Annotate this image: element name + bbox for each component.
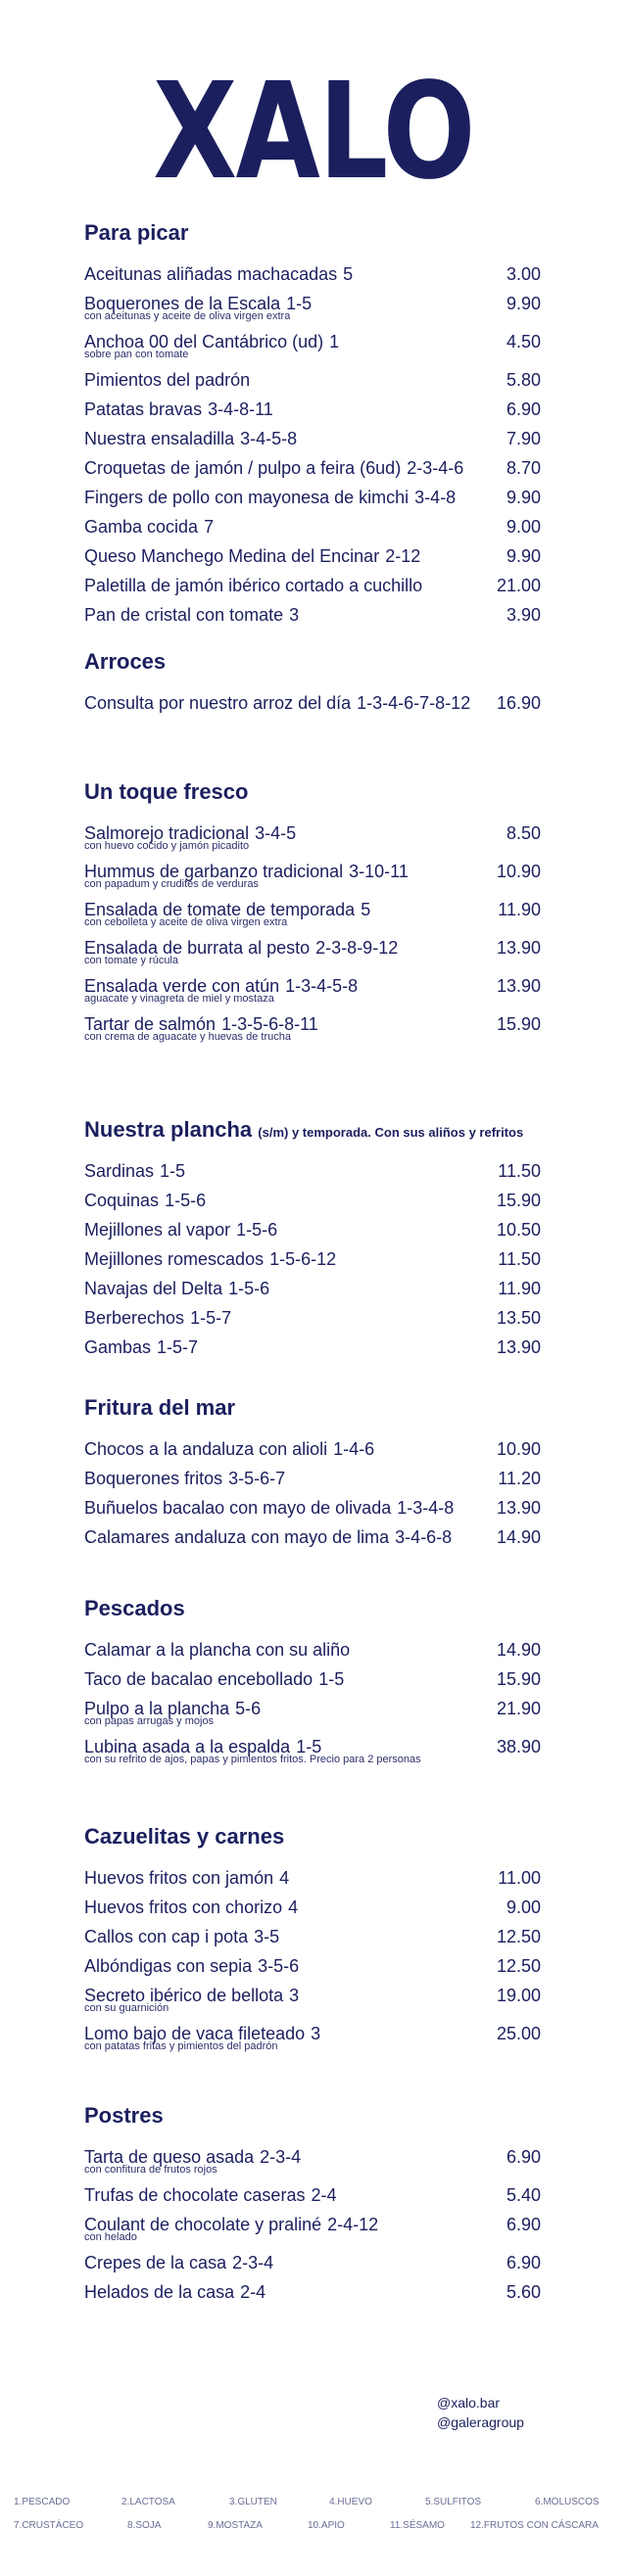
menu-item [84,2280,541,2310]
menu-item-name-line [84,1954,476,1978]
menu-item-name: Pan de cristal con tomate [84,605,284,625]
menu-item-allergens: 2-3-4 [260,2147,302,2167]
menu-item-allergens: 5 [361,900,371,919]
menu-item-name-line [84,1496,476,1520]
menu-item-allergens: 5-6 [235,1699,262,1718]
menu-item-name: Gamba cocida [84,517,199,537]
menu-item-price: 13.50 [496,1308,541,1328]
menu-item-price: 15.90 [496,1191,541,1210]
menu-item-name-line [84,1247,476,1271]
menu-item-price: 13.90 [496,1337,541,1357]
menu-item-name-line [84,574,476,597]
menu-item [84,427,541,456]
menu-item-name-line [84,515,476,539]
menu-item-price: 8.70 [506,458,541,478]
menu-item-price: 13.90 [496,938,541,958]
menu-item [84,1467,541,1496]
section-title-text: Cazuelitas y carnes [84,1824,285,1849]
menu-item-name-line [84,2251,476,2274]
social-handles [437,2393,584,2432]
menu-item-price: 11.50 [498,1249,541,1269]
menu-item-price: 16.90 [496,693,541,713]
menu-item-price: 6.90 [506,2215,541,2234]
menu-item [84,691,541,721]
menu-item-description: con huevo cocido y jamón picadito [84,840,250,852]
menu-item-name: Boquerones de la Escala [84,294,281,313]
menu-item-price: 14.90 [496,1640,541,1660]
menu-item-allergens: 1-3-4-8 [397,1498,455,1518]
menu-item-allergens: 7 [204,517,215,537]
menu-item [84,1012,541,1042]
menu-item [84,2213,541,2242]
menu-item [84,2183,541,2213]
menu-item-allergens: 2-4 [240,2282,266,2302]
menu-item-name: Buñuelos bacalao con mayo de olivada [84,1498,392,1518]
menu-item [84,1984,541,2013]
menu-item [84,1638,541,1667]
legend-item: 3.GLUTEN [229,2497,277,2507]
menu-item-name: Taco de bacalao encebollado [84,1669,314,1689]
menu-item-price: 38.90 [496,1737,541,1756]
menu-item [84,544,541,574]
menu-item-allergens: 1-3-5-6-8-11 [221,1014,318,1034]
menu-item [84,398,541,427]
menu-item-name: Gambas [84,1337,152,1357]
menu-item-name: Chocos a la andaluza con alioli [84,1439,328,1459]
menu-item-name: Callos con cap i pota [84,1927,249,1946]
menu-item-allergens: 2-4 [311,2185,337,2205]
menu-item-price: 14.90 [496,1527,541,1547]
menu-item-name: Trufas de chocolate caseras [84,2185,306,2205]
menu-item-allergens: 1-5-6 [236,1220,278,1240]
menu-item-name-line [84,1866,476,1890]
menu-item-name-line [84,1218,476,1241]
legend-item: 5.SULFITOS [425,2497,482,2507]
menu-item-name: Huevos fritos con jamón [84,1868,274,1888]
menu-item-price: 13.90 [496,1498,541,1518]
menu-item-allergens: 1-5-6-12 [269,1249,337,1269]
section-subtitle: (s/m) y temporada. Con sus aliños y refritos [258,1125,524,1140]
menu-item [84,2251,541,2280]
menu-item-name: Berberechos [84,1308,185,1328]
menu-item-allergens: 3-5-6 [258,1956,300,1976]
menu-item-description: con su refrito de ajos, papas y pimientos fritos. Precio para 2 personas [84,1754,421,1765]
section-title [84,1821,568,1852]
menu-item [84,936,541,965]
menu-item-name-line [84,1189,476,1212]
allergen-legend [14,2491,613,2550]
menu-item-name-line [84,1667,476,1691]
menu-item-description: con su guarnición [84,2002,169,2014]
menu-item [84,262,541,292]
menu-item-name-line [84,691,476,715]
menu-item-price: 9.00 [506,1897,541,1917]
section-title-text: Pescados [84,1596,185,1620]
menu-item [84,1335,541,1365]
menu-item-name-line [84,2183,476,2207]
section-title [84,1392,568,1424]
menu-item-price: 9.90 [506,546,541,566]
menu-item-name-line [84,2213,476,2236]
menu-item-name-line [84,1159,476,1183]
menu-item-price: 7.90 [506,429,541,448]
menu-item-name: Mejillones al vapor [84,1220,231,1240]
section-title [84,776,568,808]
menu-item-name: Secreto ibérico de bellota [84,1986,284,2005]
menu-item-allergens: 2-3-8-9-12 [315,938,399,958]
menu-item-name: Mejillones romescados [84,1249,265,1269]
menu-item-description: con patatas fritas y pimientos del padrón [84,2040,278,2052]
menu-item-allergens: 1-5-6 [228,1279,270,1298]
menu-item-allergens: 1-5 [296,1737,322,1756]
menu-item-price: 11.20 [498,1469,541,1488]
menu-item-price: 11.00 [498,1868,541,1888]
menu-item-allergens: 1-5-7 [157,1337,199,1357]
menu-item-name-line [84,1638,476,1662]
menu-item-price: 12.50 [496,1927,541,1946]
menu-item [84,515,541,544]
menu-item-price: 11.50 [498,1161,541,1181]
legend-item: 10.APIO [308,2520,345,2531]
section-title-text: Un toque fresco [84,779,249,804]
menu-item-price: 19.00 [496,1986,541,2005]
menu-item-name: Fingers de pollo con mayonesa de kimchi [84,488,410,507]
menu-item-name: Boquerones fritos [84,1469,223,1488]
legend-item: 4.HUEVO [329,2497,372,2507]
menu-item-name: Nuestra ensaladilla [84,429,235,448]
menu-item [84,1866,541,1896]
menu-item-name-line [84,1277,476,1300]
menu-item [84,1735,541,1764]
menu-item-name-line [84,1896,476,1919]
menu-item-description: con confitura de frutos rojos [84,2164,217,2176]
menu-item-allergens: 3-4-5 [255,823,297,843]
menu-item-allergens: 2-3-4 [232,2253,274,2272]
menu-item-name: Calamares andaluza con mayo de lima [84,1527,390,1547]
menu-item-name-line [84,262,476,286]
menu-item-allergens: 1-5 [318,1669,345,1689]
section-title-text: Nuestra plancha [84,1117,253,1142]
menu-item-name-line [84,1437,476,1461]
menu-item-name: Salmorejo tradicional [84,823,250,843]
menu-item-name: Pimientos del padrón [84,370,251,390]
menu-item [84,368,541,398]
legend-item: 2.LACTOSA [121,2497,175,2507]
menu-item-allergens: 3-4-8 [414,488,457,507]
menu-item-name-line [84,1525,476,1549]
menu-item [84,1525,541,1555]
menu-item [84,1218,541,1247]
menu-item-name: Ensalada de burrata al pesto [84,938,311,958]
menu-item-name: Paletilla de jamón ibérico cortado a cuchillo [84,576,423,595]
menu-item-allergens: 1-3-4-6-7-8-12 [357,693,471,713]
section-title [84,1593,568,1624]
legend-item: 7.CRUSTÁCEO [14,2520,84,2531]
menu-item-name: Calamar a la plancha con su aliño [84,1640,351,1660]
menu-item-description: aguacate y vinagreta de miel y mostaza [84,993,274,1005]
menu-item-price: 9.90 [506,488,541,507]
social-handle-galera[interactable]: @galeragroup [437,2414,524,2430]
menu-item [84,2145,541,2175]
menu-item-name: Tartar de salmón [84,1014,217,1034]
menu-item-name-line [84,486,476,509]
legend-item: 11.SÉSAMO [390,2520,445,2531]
menu-item [84,2022,541,2051]
menu-item-price: 11.90 [498,1279,541,1298]
menu-item-price: 6.90 [506,2253,541,2272]
menu-item-name: Ensalada de tomate de temporada [84,900,356,919]
section-title-text: Arroces [84,649,167,674]
menu-item-price: 5.60 [506,2282,541,2302]
menu-item-name: Coquinas [84,1191,160,1210]
menu-item-allergens: 4 [279,1868,290,1888]
menu-item-allergens: 3-4-8-11 [208,399,273,419]
menu-item [84,1954,541,1984]
menu-item [84,860,541,889]
menu-item-allergens: 1-4-6 [333,1439,375,1459]
menu-item-allergens: 3-5-6-7 [228,1469,286,1488]
section-title-text: Postres [84,2103,164,2128]
menu-item [84,1306,541,1335]
legend-item: 1.PESCADO [14,2497,71,2507]
menu-item-allergens: 1-5 [160,1161,186,1181]
menu-item-allergens: 2-3-4-6 [407,458,464,478]
menu-item-name-line [84,603,476,627]
menu-item-allergens: 5 [343,264,354,284]
menu-item-price: 21.00 [496,576,541,595]
menu-item [84,1277,541,1306]
menu-item-name-line [84,544,476,568]
menu-item-name-line [84,1335,476,1359]
menu-item [84,1159,541,1189]
menu-item [84,603,541,632]
menu-item-price: 11.90 [498,900,541,919]
menu-item-price: 9.00 [506,517,541,537]
section-title [84,2100,568,2131]
menu-item-name: Huevos fritos con chorizo [84,1897,283,1917]
menu-item [84,456,541,486]
menu-item-price: 3.90 [506,605,541,625]
menu-item-price: 8.50 [506,823,541,843]
menu-item-price: 25.00 [496,2024,541,2043]
menu-item-name-line [84,1306,476,1330]
menu-item-allergens: 3-4-6-8 [395,1527,453,1547]
menu-item-allergens: 1 [329,332,340,351]
menu-item-price: 15.90 [496,1669,541,1689]
menu-item-name-line [84,456,476,480]
menu-item-name: Pulpo a la plancha [84,1699,230,1718]
menu-item [84,1925,541,1954]
menu-item-name: Navajas del Delta [84,1279,223,1298]
menu-item-name: Sardinas [84,1161,155,1181]
section-title [84,1114,568,1146]
menu-item-name: Helados de la casa [84,2282,235,2302]
menu-item [84,1667,541,1697]
menu-item [84,486,541,515]
menu-item-description: con tomate y rúcula [84,955,178,966]
menu-item-name-line [84,368,476,392]
menu-item-price: 6.90 [506,2147,541,2167]
menu-item-description: con papadum y crudités de verduras [84,878,259,890]
menu-item-price: 9.90 [506,294,541,313]
menu-item-allergens: 2-12 [385,546,421,566]
menu-item-allergens: 3 [311,2024,321,2043]
legend-item: 12.FRUTOS CON CÁSCARA [470,2520,599,2531]
menu-item-description: con papas arrugas y mojos [84,1715,215,1727]
section-title [84,646,568,678]
menu-item [84,1437,541,1467]
section-title [84,217,568,249]
menu-item-price: 12.50 [496,1956,541,1976]
menu-item-name: Hummus de garbanzo tradicional [84,862,344,881]
menu-item-name: Queso Manchego Medina del Encinar [84,546,380,566]
menu-item-allergens: 3-10-11 [349,862,409,881]
menu-item-name: Anchoa 00 del Cantábrico (ud) [84,332,324,351]
menu-item-allergens: 3-4-5-8 [240,429,298,448]
menu-item-allergens: 1-5-6 [165,1191,207,1210]
menu-item [84,898,541,927]
menu-item-allergens: 1-5-7 [190,1308,232,1328]
section-title-text: Para picar [84,220,189,245]
menu-item-name: Albóndigas con sepia [84,1956,253,1976]
menu-item-allergens: 4 [288,1897,299,1917]
menu-item-price: 13.90 [496,976,541,996]
menu-item-allergens: 1-3-4-5-8 [285,976,359,996]
menu-item-price: 5.80 [506,370,541,390]
menu-item-price: 10.90 [496,1439,541,1459]
menu-item-price: 21.90 [496,1699,541,1718]
menu-item-price: 5.40 [506,2185,541,2205]
menu-item-price: 10.90 [496,862,541,881]
menu-item-name-line [84,2280,476,2304]
menu-item-name: Croquetas de jamón / pulpo a feira (6ud) [84,458,402,478]
menu-item-name: Crepes de la casa [84,2253,227,2272]
menu-item-description: con helado [84,2231,137,2243]
menu-item-allergens: 3 [289,1986,300,2005]
menu-item-name: Aceitunas aliñadas machacadas [84,264,338,284]
menu-item-name-line [84,1925,476,1948]
social-handle-xalo[interactable]: @xalo.bar [437,2395,501,2411]
menu-item [84,1697,541,1726]
menu-item-price: 6.90 [506,399,541,419]
menu-item-name: Lomo bajo de vaca fileteado [84,2024,306,2043]
menu-item [84,1896,541,1925]
menu-item [84,330,541,359]
legend-item: 8.SOJA [127,2520,162,2531]
menu-item-name: Coulant de chocolate y praliné [84,2215,322,2234]
menu-item [84,1247,541,1277]
menu-item-name-line [84,427,476,450]
menu-item-name: Consulta por nuestro arroz del día [84,693,352,713]
menu-item-allergens: 3 [289,605,300,625]
menu-item-allergens: 3-5 [254,1927,280,1946]
menu-item [84,574,541,603]
menu-item-price: 4.50 [506,332,541,351]
menu-item-name: Patatas bravas [84,399,203,419]
menu-item-description: con crema de aguacate y huevas de trucha [84,1031,291,1043]
menu-item-name-line [84,398,476,421]
menu-item-name-line [84,1467,476,1490]
legend-item: 6.MOLUSCOS [535,2497,600,2507]
menu-item-allergens: 2-4-12 [327,2215,379,2234]
menu-item [84,1189,541,1218]
section-title-text: Fritura del mar [84,1395,236,1420]
menu-item-description: con aceitunas y aceite de oliva virgen extra [84,310,291,322]
menu-item-price: 3.00 [506,264,541,284]
menu-item [84,821,541,851]
menu-item [84,292,541,321]
menu-item-price: 15.90 [496,1014,541,1034]
menu-item-description: con cebolleta y aceite de oliva virgen extra [84,916,288,928]
menu-item-name: Ensalada verde con atún [84,976,280,996]
menu-item-allergens: 1-5 [286,294,313,313]
menu-item-name: Tarta de queso asada [84,2147,255,2167]
legend-item: 9.MOSTAZA [208,2520,263,2531]
restaurant-logo: XALO [153,55,474,210]
menu-item [84,974,541,1004]
menu-item-price: 10.50 [496,1220,541,1240]
menu-item-name: Lubina asada a la espalda [84,1737,291,1756]
menu-item [84,1496,541,1525]
menu-item-description: sobre pan con tomate [84,349,189,360]
